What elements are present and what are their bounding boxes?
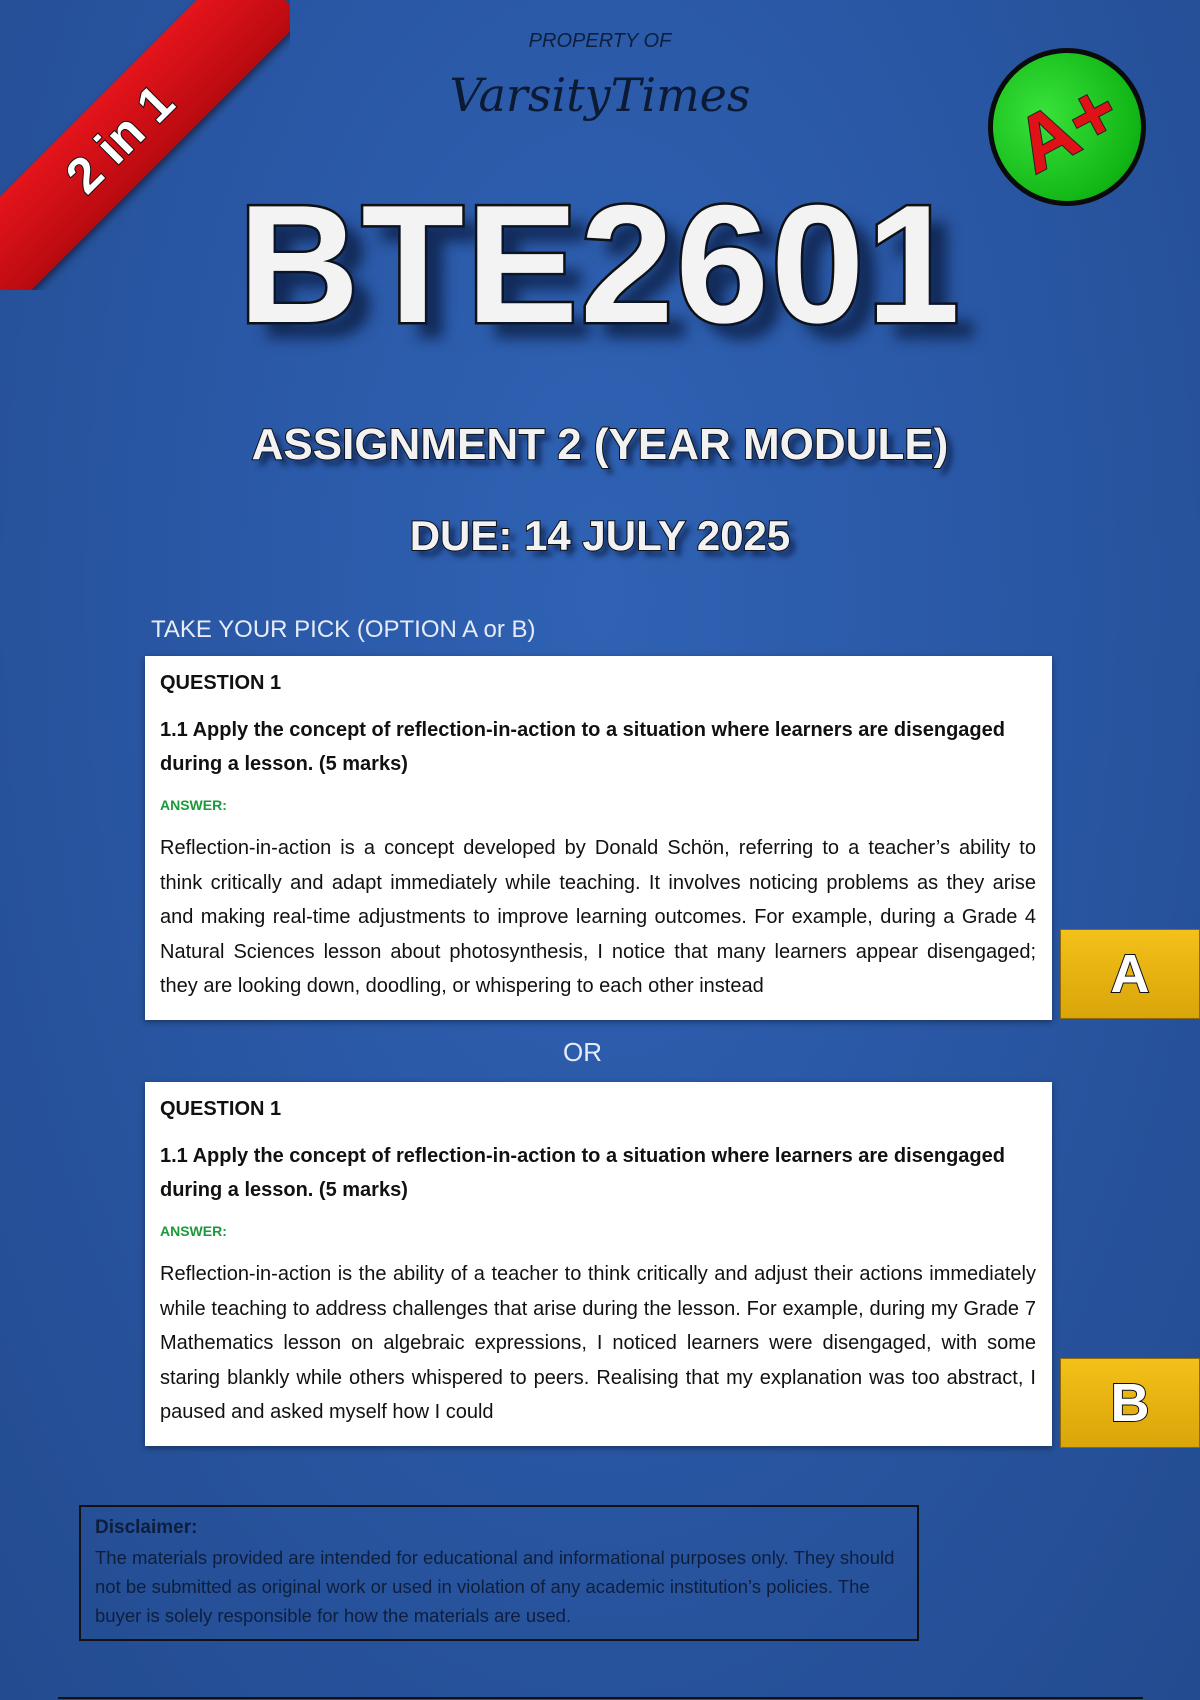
question-title: QUESTION 1 xyxy=(160,672,282,694)
question-title: QUESTION 1 xyxy=(160,1098,282,1120)
pick-label: TAKE YOUR PICK (OPTION A or B) xyxy=(151,616,536,643)
footer-divider xyxy=(58,1697,1143,1699)
answer-label: ANSWER: xyxy=(160,1223,227,1239)
answer-text: Reflection-in-action is a concept developed by Donald Schön, referring to a teacher’s ability to think critically and adapt immediately while teaching. It involves noticing problems as they arise and making real-time adjustments to improve learning outcomes. For example, during a Grade 4 Natural Sciences lesson about photosynthesis, I notice that many learners appear disengaged; they are looking down, doodling, or whispering to each other instead xyxy=(160,837,1036,997)
option-a-card xyxy=(145,656,1052,1020)
answer-label: ANSWER: xyxy=(160,797,227,813)
brand-logo: VarsityTimes xyxy=(449,68,751,122)
disclaimer-title: Disclaimer: xyxy=(95,1517,198,1538)
or-divider: OR xyxy=(563,1037,602,1067)
option-a-tab[interactable]: A xyxy=(1060,929,1200,1019)
question-text: 1.1 Apply the concept of reflection-in-action to a situation where learners are disengaged during a lesson. (5 marks) xyxy=(160,1145,1005,1201)
disclaimer-text: The materials provided are intended for educational and informational purposes only. They should not be submitted as original work or used in violation of any academic institution’s policies. The buyer is solely responsible for how the materials are used. xyxy=(95,1547,895,1626)
property-label: PROPERTY OF xyxy=(528,30,672,52)
option-b-card xyxy=(145,1082,1052,1446)
module-code: BTE2601 xyxy=(238,170,962,358)
two-in-one-ribbon: 2 in 1 xyxy=(0,0,290,290)
question-text: 1.1 Apply the concept of reflection-in-action to a situation where learners are disengaged during a lesson. (5 marks) xyxy=(160,719,1005,775)
grade-badge: A+ xyxy=(960,20,1174,234)
disclaimer-box xyxy=(79,1505,919,1641)
answer-text: Reflection-in-action is the ability of a teacher to think critically and adjust their actions immediately while teaching to address challenges that arise during the lesson. For example, during my Grade 7 Mathematics lesson on algebraic expressions, I noticed learners were disengaged, with some staring blankly while others whispered to peers. Realising that my explanation was too abstract, I paused and asked myself how I could xyxy=(160,1263,1036,1423)
option-b-tab[interactable]: B xyxy=(1060,1358,1200,1448)
due-date: DUE: 14 JULY 2025 xyxy=(409,512,791,559)
assignment-title: ASSIGNMENT 2 (YEAR MODULE) xyxy=(251,420,949,469)
